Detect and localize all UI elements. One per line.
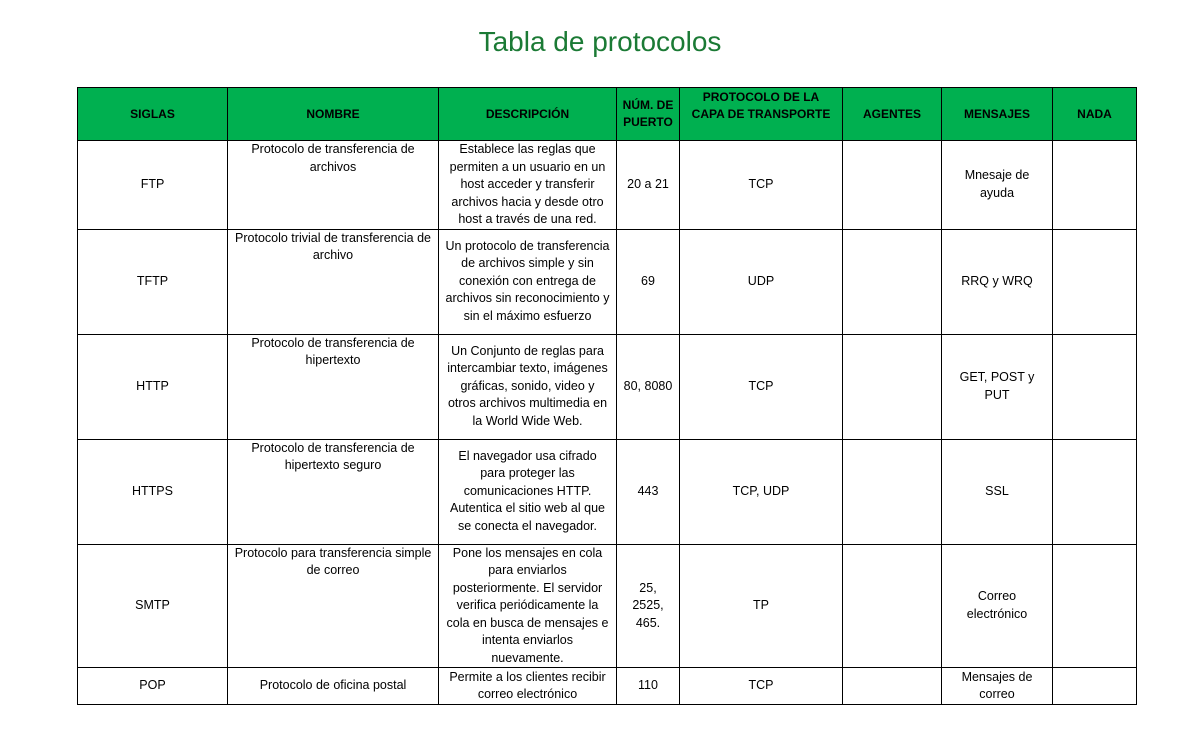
cell-agentes xyxy=(843,229,942,334)
cell-capa: TCP xyxy=(680,334,843,439)
cell-capa: TP xyxy=(680,544,843,668)
cell-nada xyxy=(1053,668,1137,705)
cell-capa: UDP xyxy=(680,229,843,334)
cell-mensajes: SSL xyxy=(942,439,1053,544)
cell-agentes xyxy=(843,141,942,230)
cell-siglas: SMTP xyxy=(78,544,228,668)
cell-nada xyxy=(1053,544,1137,668)
cell-nombre: Protocolo de transferencia de hipertexto xyxy=(228,334,439,439)
cell-siglas: HTTPS xyxy=(78,439,228,544)
cell-puerto: 25, 2525, 465. xyxy=(617,544,680,668)
cell-nombre: Protocolo para transferencia simple de correo xyxy=(228,544,439,668)
table-row xyxy=(78,668,1137,705)
cell-mensajes: Mensajes de correo xyxy=(942,668,1053,705)
cell-capa: TCP xyxy=(680,668,843,705)
cell-siglas: HTTP xyxy=(78,334,228,439)
cell-descripcion: Un protocolo de transferencia de archivos simple y sin conexión con entrega de archivos sin reconocimiento y sin el máximo esfuerzo xyxy=(439,229,617,334)
table-row xyxy=(78,229,1137,334)
header-siglas: SIGLAS xyxy=(78,88,228,141)
header-nombre: NOMBRE xyxy=(228,88,439,141)
cell-puerto: 69 xyxy=(617,229,680,334)
cell-descripcion: El navegador usa cifrado para proteger las comunicaciones HTTP. Autentica el sitio web al que se conecta el navegador. xyxy=(439,439,617,544)
table-row xyxy=(78,439,1137,544)
cell-siglas: FTP xyxy=(78,141,228,230)
cell-mensajes: Mnesaje de ayuda xyxy=(942,141,1053,230)
cell-mensajes: GET, POST y PUT xyxy=(942,334,1053,439)
header-puerto: NÚM. DE PUERTO xyxy=(617,88,680,141)
table-row xyxy=(78,141,1137,230)
cell-capa: TCP xyxy=(680,141,843,230)
header-descripcion: DESCRIPCIÓN xyxy=(439,88,617,141)
cell-agentes xyxy=(843,668,942,705)
cell-puerto: 110 xyxy=(617,668,680,705)
cell-agentes xyxy=(843,334,942,439)
header-nada: NADA xyxy=(1053,88,1137,141)
cell-nombre: Protocolo trivial de transferencia de archivo xyxy=(228,229,439,334)
cell-descripcion: Pone los mensajes en cola para enviarlos posteriormente. El servidor verifica periódicamente la cola en busca de mensajes e intenta enviarlos nuevamente. xyxy=(439,544,617,668)
cell-nombre: Protocolo de oficina postal xyxy=(228,668,439,705)
cell-nada xyxy=(1053,334,1137,439)
cell-mensajes: Correo electrónico xyxy=(942,544,1053,668)
cell-puerto: 80, 8080 xyxy=(617,334,680,439)
cell-descripcion: Un Conjunto de reglas para intercambiar texto, imágenes gráficas, sonido, video y otros archivos multimedia en la World Wide Web. xyxy=(439,334,617,439)
header-row xyxy=(78,88,1137,141)
table-row xyxy=(78,334,1137,439)
cell-mensajes: RRQ y WRQ xyxy=(942,229,1053,334)
cell-nada xyxy=(1053,141,1137,230)
cell-puerto: 20 a 21 xyxy=(617,141,680,230)
cell-siglas: POP xyxy=(78,668,228,705)
cell-descripcion: Establece las reglas que permiten a un usuario en un host acceder y transferir archivos hacia y desde otro host a través de una red. xyxy=(439,141,617,230)
cell-capa: TCP, UDP xyxy=(680,439,843,544)
table-row xyxy=(78,544,1137,668)
header-mensajes: MENSAJES xyxy=(942,88,1053,141)
cell-agentes xyxy=(843,544,942,668)
cell-siglas: TFTP xyxy=(78,229,228,334)
cell-descripcion: Permite a los clientes recibir correo electrónico xyxy=(439,668,617,705)
cell-nada xyxy=(1053,439,1137,544)
cell-nombre: Protocolo de transferencia de archivos xyxy=(228,141,439,230)
header-agentes: AGENTES xyxy=(843,88,942,141)
header-capa: PROTOCOLO DE LA CAPA DE TRANSPORTE xyxy=(680,88,843,141)
cell-agentes xyxy=(843,439,942,544)
page-title: Tabla de protocolos xyxy=(478,26,722,57)
protocols-table xyxy=(77,87,1137,705)
cell-puerto: 443 xyxy=(617,439,680,544)
cell-nada xyxy=(1053,229,1137,334)
cell-nombre: Protocolo de transferencia de hipertexto seguro xyxy=(228,439,439,544)
